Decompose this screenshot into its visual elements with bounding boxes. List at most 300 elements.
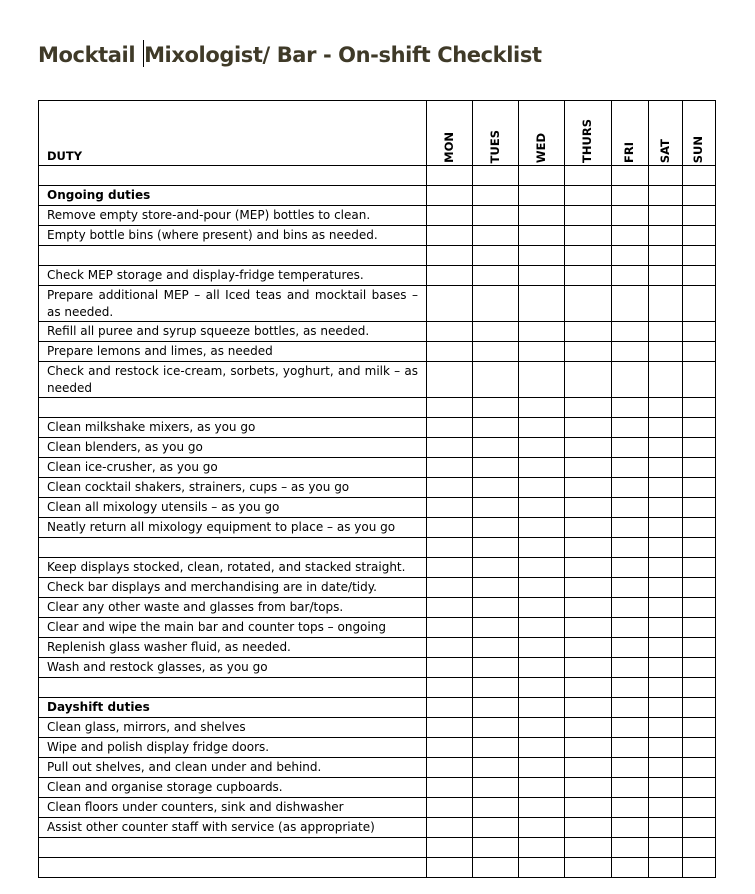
check-cell-wed[interactable]: [519, 578, 565, 598]
check-cell-fri[interactable]: [612, 578, 649, 598]
check-cell-mon[interactable]: [427, 618, 473, 638]
check-cell-tues[interactable]: [473, 186, 519, 206]
check-cell-mon[interactable]: [427, 758, 473, 778]
check-cell-thurs[interactable]: [565, 618, 612, 638]
check-cell-sun[interactable]: [683, 718, 716, 738]
check-cell-thurs[interactable]: [565, 478, 612, 498]
table-row: [39, 658, 716, 678]
duty-cell: Wipe and polish display fridge doors.: [39, 738, 427, 758]
check-cell-sun[interactable]: [683, 418, 716, 438]
duty-cell: Clean cocktail shakers, strainers, cups – as you go: [39, 478, 427, 498]
check-cell-sat[interactable]: [649, 266, 683, 286]
duty-cell: Empty bottle bins (where present) and bins as needed.: [39, 226, 427, 246]
check-cell-fri[interactable]: [612, 798, 649, 818]
check-cell-wed[interactable]: [519, 658, 565, 678]
check-cell-sun[interactable]: [683, 618, 716, 638]
check-cell-fri[interactable]: [612, 266, 649, 286]
check-cell-thurs[interactable]: [565, 738, 612, 758]
check-cell-sun[interactable]: [683, 286, 716, 322]
check-cell-fri[interactable]: [612, 698, 649, 718]
check-cell-thurs[interactable]: [565, 858, 612, 878]
day-header-tues: TUES: [473, 101, 519, 166]
check-cell-sun[interactable]: [683, 598, 716, 618]
table-row: [39, 458, 716, 478]
check-cell-fri[interactable]: [612, 186, 649, 206]
table-row: [39, 718, 716, 738]
check-cell-mon[interactable]: [427, 798, 473, 818]
check-cell-mon[interactable]: [427, 322, 473, 342]
check-cell-fri[interactable]: [612, 362, 649, 398]
check-cell-thurs[interactable]: [565, 186, 612, 206]
check-cell-thurs[interactable]: [565, 818, 612, 838]
check-cell-mon[interactable]: [427, 458, 473, 478]
page-title: [38, 40, 542, 67]
day-header-sat: SAT: [649, 101, 683, 166]
check-cell-thurs[interactable]: [565, 838, 612, 858]
check-cell-mon[interactable]: [427, 226, 473, 246]
check-cell-mon[interactable]: [427, 638, 473, 658]
duty-cell: Remove empty store-and-pour (MEP) bottles to clean.: [39, 206, 427, 226]
check-cell-thurs[interactable]: [565, 166, 612, 186]
check-cell-wed[interactable]: [519, 618, 565, 638]
table-row: [39, 518, 716, 538]
check-cell-mon[interactable]: [427, 858, 473, 878]
check-cell-tues[interactable]: [473, 398, 519, 418]
check-cell-tues[interactable]: [473, 286, 519, 322]
check-cell-sun[interactable]: [683, 558, 716, 578]
check-cell-wed[interactable]: [519, 226, 565, 246]
check-cell-sat[interactable]: [649, 578, 683, 598]
check-cell-wed[interactable]: [519, 186, 565, 206]
check-cell-tues[interactable]: [473, 578, 519, 598]
check-cell-sun[interactable]: [683, 578, 716, 598]
check-cell-wed[interactable]: [519, 798, 565, 818]
check-cell-mon[interactable]: [427, 818, 473, 838]
check-cell-tues[interactable]: [473, 498, 519, 518]
check-cell-sat[interactable]: [649, 226, 683, 246]
check-cell-sun[interactable]: [683, 518, 716, 538]
blank-row: [39, 166, 716, 186]
check-cell-sat[interactable]: [649, 246, 683, 266]
check-cell-sat[interactable]: [649, 638, 683, 658]
check-cell-thurs[interactable]: [565, 362, 612, 398]
check-cell-thurs[interactable]: [565, 438, 612, 458]
check-cell-sat[interactable]: [649, 478, 683, 498]
check-cell-fri[interactable]: [612, 458, 649, 478]
check-cell-fri[interactable]: [612, 538, 649, 558]
check-cell-fri[interactable]: [612, 498, 649, 518]
check-cell-mon[interactable]: [427, 718, 473, 738]
check-cell-tues[interactable]: [473, 342, 519, 362]
check-cell-mon[interactable]: [427, 558, 473, 578]
check-cell-tues[interactable]: [473, 658, 519, 678]
check-cell-sun[interactable]: [683, 362, 716, 398]
check-cell-wed[interactable]: [519, 778, 565, 798]
check-cell-wed[interactable]: [519, 598, 565, 618]
check-cell-thurs[interactable]: [565, 206, 612, 226]
blank-row: [39, 398, 716, 418]
check-cell-thurs[interactable]: [565, 598, 612, 618]
duty-cell: Neatly return all mixology equipment to place – as you go: [39, 518, 427, 538]
check-cell-tues[interactable]: [473, 166, 519, 186]
check-cell-sun[interactable]: [683, 438, 716, 458]
duty-cell: Keep displays stocked, clean, rotated, and stacked straight.: [39, 558, 427, 578]
check-cell-wed[interactable]: [519, 478, 565, 498]
check-cell-fri[interactable]: [612, 558, 649, 578]
check-cell-wed[interactable]: [519, 498, 565, 518]
check-cell-tues[interactable]: [473, 538, 519, 558]
check-cell-fri[interactable]: [612, 678, 649, 698]
duty-cell: Assist other counter staff with service (as appropriate): [39, 818, 427, 838]
check-cell-mon[interactable]: [427, 398, 473, 418]
blank-row: [39, 858, 716, 878]
check-cell-sun[interactable]: [683, 186, 716, 206]
duty-cell: Wash and restock glasses, as you go: [39, 658, 427, 678]
duty-cell: Clean glass, mirrors, and shelves: [39, 718, 427, 738]
day-header-thurs: THURS: [565, 101, 612, 166]
check-cell-sat[interactable]: [649, 738, 683, 758]
check-cell-thurs[interactable]: [565, 498, 612, 518]
check-cell-thurs[interactable]: [565, 322, 612, 342]
check-cell-fri[interactable]: [612, 518, 649, 538]
check-cell-mon[interactable]: [427, 498, 473, 518]
check-cell-tues[interactable]: [473, 678, 519, 698]
check-cell-wed[interactable]: [519, 418, 565, 438]
check-cell-sat[interactable]: [649, 778, 683, 798]
check-cell-sat[interactable]: [649, 166, 683, 186]
check-cell-sat[interactable]: [649, 818, 683, 838]
check-cell-sat[interactable]: [649, 758, 683, 778]
table-row: [39, 286, 716, 322]
check-cell-wed[interactable]: [519, 758, 565, 778]
table-row: [39, 758, 716, 778]
check-cell-fri[interactable]: [612, 718, 649, 738]
table-row: [39, 226, 716, 246]
duty-cell: Clear any other waste and glasses from bar/tops.: [39, 598, 427, 618]
check-cell-fri[interactable]: [612, 226, 649, 246]
check-cell-wed[interactable]: [519, 322, 565, 342]
check-cell-sun[interactable]: [683, 538, 716, 558]
duty-cell: [39, 398, 427, 418]
check-cell-wed[interactable]: [519, 818, 565, 838]
check-cell-sat[interactable]: [649, 538, 683, 558]
check-cell-sat[interactable]: [649, 718, 683, 738]
check-cell-sun[interactable]: [683, 206, 716, 226]
check-cell-sat[interactable]: [649, 458, 683, 478]
check-cell-fri[interactable]: [612, 246, 649, 266]
check-cell-wed[interactable]: [519, 678, 565, 698]
check-cell-thurs[interactable]: [565, 798, 612, 818]
check-cell-thurs[interactable]: [565, 458, 612, 478]
check-cell-thurs[interactable]: [565, 578, 612, 598]
check-cell-thurs[interactable]: [565, 342, 612, 362]
check-cell-sun[interactable]: [683, 838, 716, 858]
check-cell-fri[interactable]: [612, 658, 649, 678]
check-cell-thurs[interactable]: [565, 286, 612, 322]
check-cell-thurs[interactable]: [565, 758, 612, 778]
check-cell-fri[interactable]: [612, 342, 649, 362]
check-cell-wed[interactable]: [519, 718, 565, 738]
check-cell-tues[interactable]: [473, 598, 519, 618]
check-cell-tues[interactable]: [473, 226, 519, 246]
check-cell-mon[interactable]: [427, 678, 473, 698]
check-cell-sat[interactable]: [649, 658, 683, 678]
check-cell-wed[interactable]: [519, 558, 565, 578]
check-cell-sun[interactable]: [683, 498, 716, 518]
check-cell-sat[interactable]: [649, 418, 683, 438]
check-cell-tues[interactable]: [473, 858, 519, 878]
check-cell-tues[interactable]: [473, 618, 519, 638]
check-cell-fri[interactable]: [612, 206, 649, 226]
check-cell-tues[interactable]: [473, 738, 519, 758]
check-cell-mon[interactable]: [427, 438, 473, 458]
check-cell-mon[interactable]: [427, 186, 473, 206]
check-cell-thurs[interactable]: [565, 678, 612, 698]
check-cell-wed[interactable]: [519, 342, 565, 362]
check-cell-fri[interactable]: [612, 618, 649, 638]
day-header-fri: FRI: [612, 101, 649, 166]
check-cell-tues[interactable]: [473, 418, 519, 438]
check-cell-fri[interactable]: [612, 738, 649, 758]
check-cell-sat[interactable]: [649, 322, 683, 342]
day-header-wed: WED: [519, 101, 565, 166]
duty-cell: Prepare additional MEP – all Iced teas and mocktail bases – as needed.: [39, 286, 427, 322]
header-row: [39, 101, 716, 166]
check-cell-fri[interactable]: [612, 438, 649, 458]
check-cell-thurs[interactable]: [565, 538, 612, 558]
check-cell-wed[interactable]: [519, 246, 565, 266]
check-cell-mon[interactable]: [427, 578, 473, 598]
duty-cell: Clean ice-crusher, as you go: [39, 458, 427, 478]
check-cell-tues[interactable]: [473, 206, 519, 226]
check-cell-mon[interactable]: [427, 266, 473, 286]
check-cell-tues[interactable]: [473, 266, 519, 286]
table-row: [39, 778, 716, 798]
check-cell-sat[interactable]: [649, 518, 683, 538]
duty-column-header: DUTY: [39, 101, 427, 166]
check-cell-sun[interactable]: [683, 698, 716, 718]
check-cell-fri[interactable]: [612, 818, 649, 838]
check-cell-thurs[interactable]: [565, 226, 612, 246]
check-cell-sat[interactable]: [649, 438, 683, 458]
duty-cell: Check MEP storage and display-fridge temperatures.: [39, 266, 427, 286]
check-cell-fri[interactable]: [612, 166, 649, 186]
check-cell-mon[interactable]: [427, 598, 473, 618]
day-header-sun: SUN: [683, 101, 716, 166]
check-cell-sat[interactable]: [649, 498, 683, 518]
check-cell-fri[interactable]: [612, 478, 649, 498]
check-cell-wed[interactable]: [519, 438, 565, 458]
check-cell-tues[interactable]: [473, 818, 519, 838]
check-cell-wed[interactable]: [519, 398, 565, 418]
check-cell-sat[interactable]: [649, 798, 683, 818]
checklist-table: [38, 100, 716, 878]
check-cell-tues[interactable]: [473, 322, 519, 342]
check-cell-thurs[interactable]: [565, 718, 612, 738]
check-cell-tues[interactable]: [473, 438, 519, 458]
check-cell-sat[interactable]: [649, 678, 683, 698]
table-row: [39, 266, 716, 286]
check-cell-sat[interactable]: [649, 618, 683, 638]
check-cell-mon[interactable]: [427, 738, 473, 758]
check-cell-sun[interactable]: [683, 322, 716, 342]
check-cell-tues[interactable]: [473, 458, 519, 478]
check-cell-mon[interactable]: [427, 166, 473, 186]
check-cell-sun[interactable]: [683, 638, 716, 658]
check-cell-sun[interactable]: [683, 166, 716, 186]
check-cell-wed[interactable]: [519, 638, 565, 658]
section-title: Ongoing duties: [39, 186, 427, 206]
check-cell-wed[interactable]: [519, 266, 565, 286]
check-cell-tues[interactable]: [473, 362, 519, 398]
table-row: [39, 638, 716, 658]
duty-cell: Check and restock ice-cream, sorbets, yoghurt, and milk – as needed: [39, 362, 427, 398]
check-cell-fri[interactable]: [612, 398, 649, 418]
check-cell-tues[interactable]: [473, 558, 519, 578]
section-header-row: [39, 698, 716, 718]
check-cell-fri[interactable]: [612, 638, 649, 658]
check-cell-thurs[interactable]: [565, 418, 612, 438]
check-cell-thurs[interactable]: [565, 698, 612, 718]
check-cell-wed[interactable]: [519, 738, 565, 758]
check-cell-fri[interactable]: [612, 322, 649, 342]
check-cell-tues[interactable]: [473, 798, 519, 818]
check-cell-sat[interactable]: [649, 186, 683, 206]
check-cell-tues[interactable]: [473, 478, 519, 498]
check-cell-thurs[interactable]: [565, 638, 612, 658]
check-cell-wed[interactable]: [519, 698, 565, 718]
check-cell-fri[interactable]: [612, 598, 649, 618]
check-cell-mon[interactable]: [427, 778, 473, 798]
check-cell-wed[interactable]: [519, 458, 565, 478]
check-cell-thurs[interactable]: [565, 658, 612, 678]
table-row: [39, 558, 716, 578]
check-cell-sun[interactable]: [683, 478, 716, 498]
check-cell-mon[interactable]: [427, 698, 473, 718]
check-cell-thurs[interactable]: [565, 246, 612, 266]
check-cell-mon[interactable]: [427, 286, 473, 322]
check-cell-sun[interactable]: [683, 818, 716, 838]
check-cell-sun[interactable]: [683, 246, 716, 266]
duty-cell: Prepare lemons and limes, as needed: [39, 342, 427, 362]
table-row: [39, 798, 716, 818]
table-row: [39, 322, 716, 342]
check-cell-sun[interactable]: [683, 398, 716, 418]
table-row: [39, 342, 716, 362]
check-cell-sat[interactable]: [649, 698, 683, 718]
check-cell-mon[interactable]: [427, 658, 473, 678]
check-cell-fri[interactable]: [612, 778, 649, 798]
check-cell-fri[interactable]: [612, 758, 649, 778]
check-cell-sat[interactable]: [649, 558, 683, 578]
check-cell-sat[interactable]: [649, 362, 683, 398]
check-cell-tues[interactable]: [473, 758, 519, 778]
check-cell-sat[interactable]: [649, 286, 683, 322]
check-cell-sat[interactable]: [649, 598, 683, 618]
check-cell-sun[interactable]: [683, 798, 716, 818]
check-cell-mon[interactable]: [427, 246, 473, 266]
duty-cell: [39, 166, 427, 186]
check-cell-fri[interactable]: [612, 418, 649, 438]
check-cell-fri[interactable]: [612, 858, 649, 878]
check-cell-sun[interactable]: [683, 342, 716, 362]
check-cell-wed[interactable]: [519, 206, 565, 226]
check-cell-wed[interactable]: [519, 858, 565, 878]
table-row: [39, 618, 716, 638]
check-cell-sun[interactable]: [683, 658, 716, 678]
check-cell-mon[interactable]: [427, 418, 473, 438]
table-row: [39, 478, 716, 498]
check-cell-wed[interactable]: [519, 518, 565, 538]
title-part-1: Mocktail: [38, 43, 143, 67]
check-cell-wed[interactable]: [519, 166, 565, 186]
table-row: [39, 498, 716, 518]
check-cell-mon[interactable]: [427, 538, 473, 558]
check-cell-thurs[interactable]: [565, 266, 612, 286]
check-cell-sun[interactable]: [683, 778, 716, 798]
duty-cell: Clean floors under counters, sink and dishwasher: [39, 798, 427, 818]
check-cell-sat[interactable]: [649, 342, 683, 362]
check-cell-thurs[interactable]: [565, 398, 612, 418]
check-cell-sun[interactable]: [683, 226, 716, 246]
check-cell-sun[interactable]: [683, 858, 716, 878]
check-cell-sun[interactable]: [683, 758, 716, 778]
duty-cell: Clear and wipe the main bar and counter tops – ongoing: [39, 618, 427, 638]
check-cell-wed[interactable]: [519, 538, 565, 558]
check-cell-mon[interactable]: [427, 478, 473, 498]
check-cell-sat[interactable]: [649, 858, 683, 878]
check-cell-sat[interactable]: [649, 398, 683, 418]
check-cell-sun[interactable]: [683, 678, 716, 698]
table-row: [39, 438, 716, 458]
check-cell-thurs[interactable]: [565, 518, 612, 538]
check-cell-mon[interactable]: [427, 362, 473, 398]
check-cell-tues[interactable]: [473, 638, 519, 658]
duty-cell: Replenish glass washer fluid, as needed.: [39, 638, 427, 658]
check-cell-wed[interactable]: [519, 362, 565, 398]
check-cell-sun[interactable]: [683, 266, 716, 286]
check-cell-mon[interactable]: [427, 206, 473, 226]
check-cell-thurs[interactable]: [565, 778, 612, 798]
check-cell-tues[interactable]: [473, 838, 519, 858]
check-cell-sat[interactable]: [649, 206, 683, 226]
check-cell-wed[interactable]: [519, 286, 565, 322]
blank-row: [39, 838, 716, 858]
check-cell-tues[interactable]: [473, 778, 519, 798]
check-cell-fri[interactable]: [612, 838, 649, 858]
check-cell-wed[interactable]: [519, 838, 565, 858]
check-cell-fri[interactable]: [612, 286, 649, 322]
check-cell-thurs[interactable]: [565, 558, 612, 578]
check-cell-sat[interactable]: [649, 838, 683, 858]
check-cell-mon[interactable]: [427, 518, 473, 538]
check-cell-tues[interactable]: [473, 718, 519, 738]
section-header-row: [39, 186, 716, 206]
check-cell-mon[interactable]: [427, 838, 473, 858]
day-header-mon: MON: [427, 101, 473, 166]
check-cell-tues[interactable]: [473, 246, 519, 266]
duty-cell: [39, 538, 427, 558]
check-cell-tues[interactable]: [473, 698, 519, 718]
table-row: [39, 818, 716, 838]
table-row: [39, 738, 716, 758]
check-cell-sun[interactable]: [683, 458, 716, 478]
check-cell-mon[interactable]: [427, 342, 473, 362]
duty-cell: [39, 838, 427, 858]
check-cell-sun[interactable]: [683, 738, 716, 758]
blank-row: [39, 678, 716, 698]
check-cell-tues[interactable]: [473, 518, 519, 538]
